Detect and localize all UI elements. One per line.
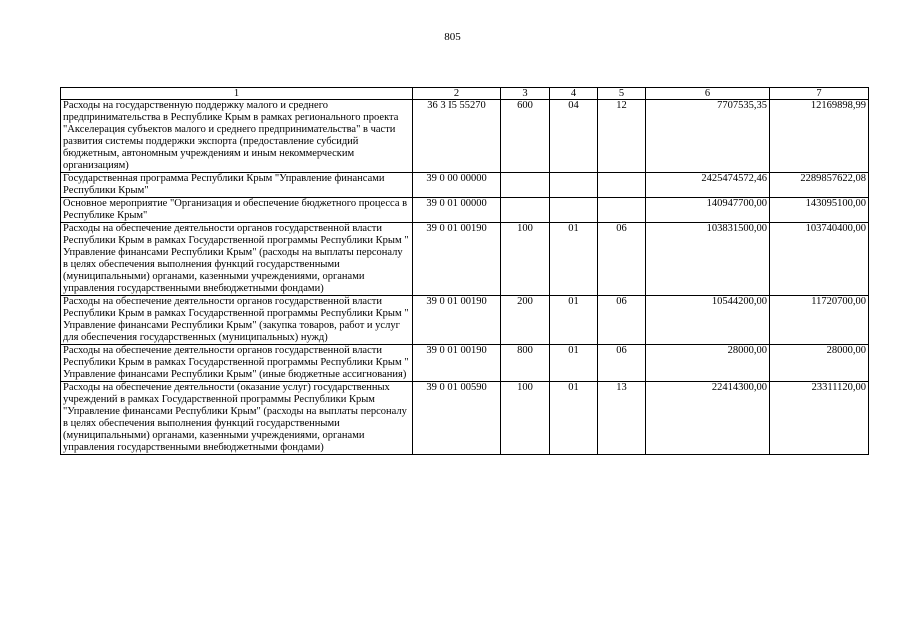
row-col3: 800 — [501, 345, 550, 382]
row-value6: 10544200,00 — [646, 296, 770, 345]
row-description: Расходы на обеспечение деятельности органов государственной власти Республики Крым в рамках Государственной программы Республики Крым " Управление финансами Республики Крым" (закупка товаров, работ и услуг для обеспечения государственных (муниципальных) нужд) — [61, 296, 413, 345]
row-col4: 01 — [550, 223, 598, 296]
table-row — [61, 223, 869, 296]
column-header: 4 — [550, 88, 598, 100]
column-header: 2 — [413, 88, 501, 100]
row-col5: 13 — [598, 382, 646, 455]
header-row — [61, 88, 869, 100]
table-row — [61, 345, 869, 382]
row-value6: 103831500,00 — [646, 223, 770, 296]
row-description: Расходы на обеспечение деятельности органов государственной власти Республики Крым в рамках Государственной программы Республики Крым " Управление финансами Республики Крым" (иные бюджетные ассигнования) — [61, 345, 413, 382]
row-code: 39 0 01 00190 — [413, 296, 501, 345]
row-col5 — [598, 198, 646, 223]
row-col3: 200 — [501, 296, 550, 345]
page-number: 805 — [444, 31, 461, 43]
row-value7: 23311120,00 — [770, 382, 869, 455]
column-header: 1 — [61, 88, 413, 100]
row-value6: 7707535,35 — [646, 100, 770, 173]
row-code: 36 3 I5 55270 — [413, 100, 501, 173]
row-description: Расходы на обеспечение деятельности органов государственной власти Республики Крым в рамках Государственной программы Республики Крым " Управление финансами Республики Крым" (расходы на выплаты персоналу в целях обеспечения выполнения функций государственными (муниципальными) органами, казенными учреждениями, органами управления государственными внебюджетными фондами) — [61, 223, 413, 296]
row-value6: 28000,00 — [646, 345, 770, 382]
row-value7: 103740400,00 — [770, 223, 869, 296]
row-value7: 143095100,00 — [770, 198, 869, 223]
row-description: Расходы на государственную поддержку малого и среднего предпринимательства в Республике Крым в рамках регионального проекта "Акселерация субъектов малого и среднего предпринимательства" в части развития системы поддержки экспорта (предоставление субсидий бюджетным, автономным учреждениям и иным некоммерческим организациям) — [61, 100, 413, 173]
row-value6: 22414300,00 — [646, 382, 770, 455]
row-code: 39 0 01 00590 — [413, 382, 501, 455]
row-col4: 01 — [550, 382, 598, 455]
row-value7: 12169898,99 — [770, 100, 869, 173]
table-row — [61, 382, 869, 455]
row-value7: 2289857622,08 — [770, 173, 869, 198]
column-header: 6 — [646, 88, 770, 100]
row-col4: 04 — [550, 100, 598, 173]
row-value6: 2425474572,46 — [646, 173, 770, 198]
row-code: 39 0 00 00000 — [413, 173, 501, 198]
row-col4: 01 — [550, 296, 598, 345]
row-col3: 100 — [501, 223, 550, 296]
column-header: 3 — [501, 88, 550, 100]
row-description: Государственная программа Республики Крым "Управление финансами Республики Крым" — [61, 173, 413, 198]
row-col4 — [550, 198, 598, 223]
budget-table — [60, 87, 869, 455]
row-col4 — [550, 173, 598, 198]
row-value6: 140947700,00 — [646, 198, 770, 223]
row-value7: 28000,00 — [770, 345, 869, 382]
table-row — [61, 100, 869, 173]
table-row — [61, 198, 869, 223]
table-row — [61, 296, 869, 345]
row-col3 — [501, 198, 550, 223]
row-description: Расходы на обеспечение деятельности (оказание услуг) государственных учреждений в рамках Государственной программы Республики Крым "Управление финансами Республики Крым" (расходы на выплаты персоналу в целях обеспечения выполнения функций государственными (муниципальными) органами, казенными учреждениями, органами управления государственными внебюджетными фондами) — [61, 382, 413, 455]
row-col3 — [501, 173, 550, 198]
row-col5 — [598, 173, 646, 198]
row-description: Основное мероприятие "Организация и обеспечение бюджетного процесса в Республике Крым" — [61, 198, 413, 223]
row-col3: 600 — [501, 100, 550, 173]
row-col5: 06 — [598, 296, 646, 345]
row-code: 39 0 01 00000 — [413, 198, 501, 223]
column-header: 7 — [770, 88, 869, 100]
column-header: 5 — [598, 88, 646, 100]
row-col3: 100 — [501, 382, 550, 455]
table-row — [61, 173, 869, 198]
row-col5: 12 — [598, 100, 646, 173]
row-value7: 11720700,00 — [770, 296, 869, 345]
row-col5: 06 — [598, 345, 646, 382]
row-col4: 01 — [550, 345, 598, 382]
row-code: 39 0 01 00190 — [413, 223, 501, 296]
row-code: 39 0 01 00190 — [413, 345, 501, 382]
row-col5: 06 — [598, 223, 646, 296]
